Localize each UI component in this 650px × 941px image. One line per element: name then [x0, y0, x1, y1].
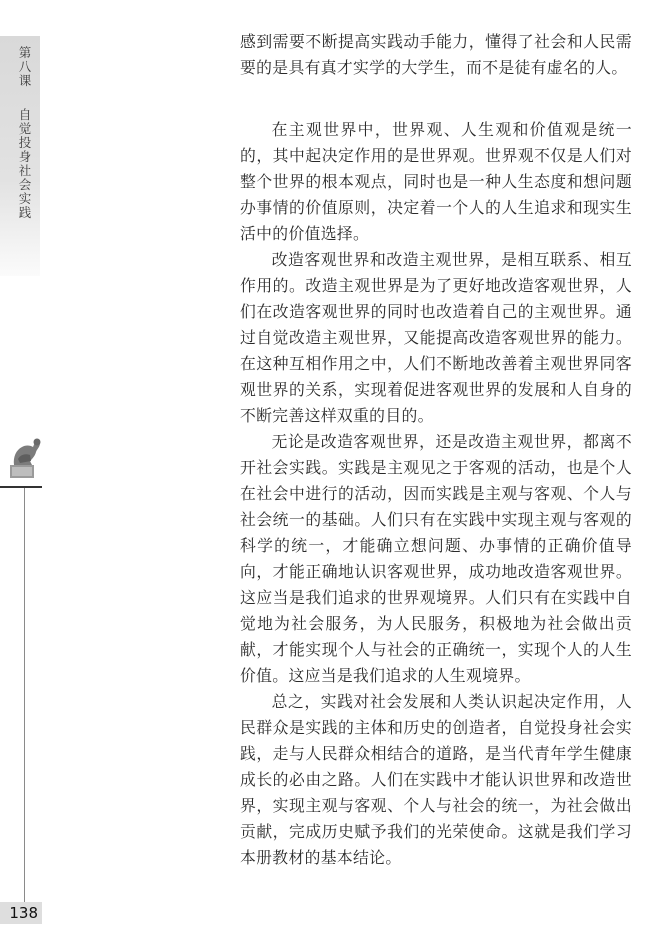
title-char: 会	[18, 177, 32, 192]
lesson-char: 八	[18, 59, 32, 74]
paragraph-continued: 感到需要不断提高实践动手能力，懂得了社会和人民需要的是具有真才实学的大学生，而不是徒有虚名的人。	[240, 34, 632, 77]
title-char: 自	[18, 107, 32, 122]
paragraph-worldview: 在主观世界中，世界观、人生观和价值观是统一的，其中起决定作用的是世界观。世界观不仅是人们对整个世界的根本观点，同时也是一种人生态度和想问题办事情的价值原则，决定着一个人的人生追求和现实生活中的价值选择。	[240, 120, 632, 243]
page-body	[240, 30, 632, 871]
lesson-char: 课	[18, 73, 32, 88]
title-char: 身	[18, 149, 32, 164]
paragraph-conclusion: 总之，实践对社会发展和人类认识起决定作用，人民群众是实践的主体和历史的创造者，自觉投身社会实践，走与人民群众相结合的道路，是当代青年学生健康成长的必由之路。人们在实践中才能认识世界和改造世界，实现主观与客观、个人与社会的统一，为社会做出贡献，完成历史赋予我们的光荣使命。这就是我们学习本册教材的基本结论。	[240, 692, 632, 867]
sidebar-horizontal-rule	[0, 486, 42, 488]
title-char: 投	[18, 135, 32, 150]
paragraph-transform-worlds: 改造客观世界和改造主观世界，是相互联系、相互作用的。改造主观世界是为了更好地改造客观世界，人们在改造客观世界的同时也改造着自己的主观世界。通过自觉改造主观世界，又能提高改造客观世界的能力。在这种互相作用之中，人们不断地改善着主观世界同客观世界的关系，实现着促进客观世界的发展和人自身的不断完善这样双重的目的。	[240, 250, 632, 425]
lesson-char: 第	[18, 45, 32, 60]
page-number: 138	[9, 904, 38, 922]
title-char: 社	[18, 163, 32, 178]
paragraph-social-practice: 无论是改造客观世界，还是改造主观世界，都离不开社会实践。实践是主观见之于客观的活动，也是个人在社会中进行的活动，因而实践是主观与客观、个人与社会统一的基础。人们只有在实践中实现主观与客观的科学的统一，才能确立想问题、办事情的正确价值导向，才能正确地认识客观世界，成功地改造客观世界。这应当是我们追求的世界观境界。人们只有在实践中自觉地为社会服务，为人民服务，积极地为社会做出贡献，才能实现个人与社会的正确统一，实现个人的人生价值。这应当是我们追求的人生观境界。	[240, 432, 632, 685]
sidebar-vertical-rule	[24, 488, 25, 903]
chapter-side-title	[16, 46, 34, 220]
thinker-statue-icon	[6, 433, 42, 479]
title-char: 践	[18, 205, 32, 220]
page-number-box	[0, 902, 42, 924]
title-char: 实	[18, 191, 32, 206]
title-gap	[16, 88, 34, 108]
title-char: 觉	[18, 121, 32, 136]
